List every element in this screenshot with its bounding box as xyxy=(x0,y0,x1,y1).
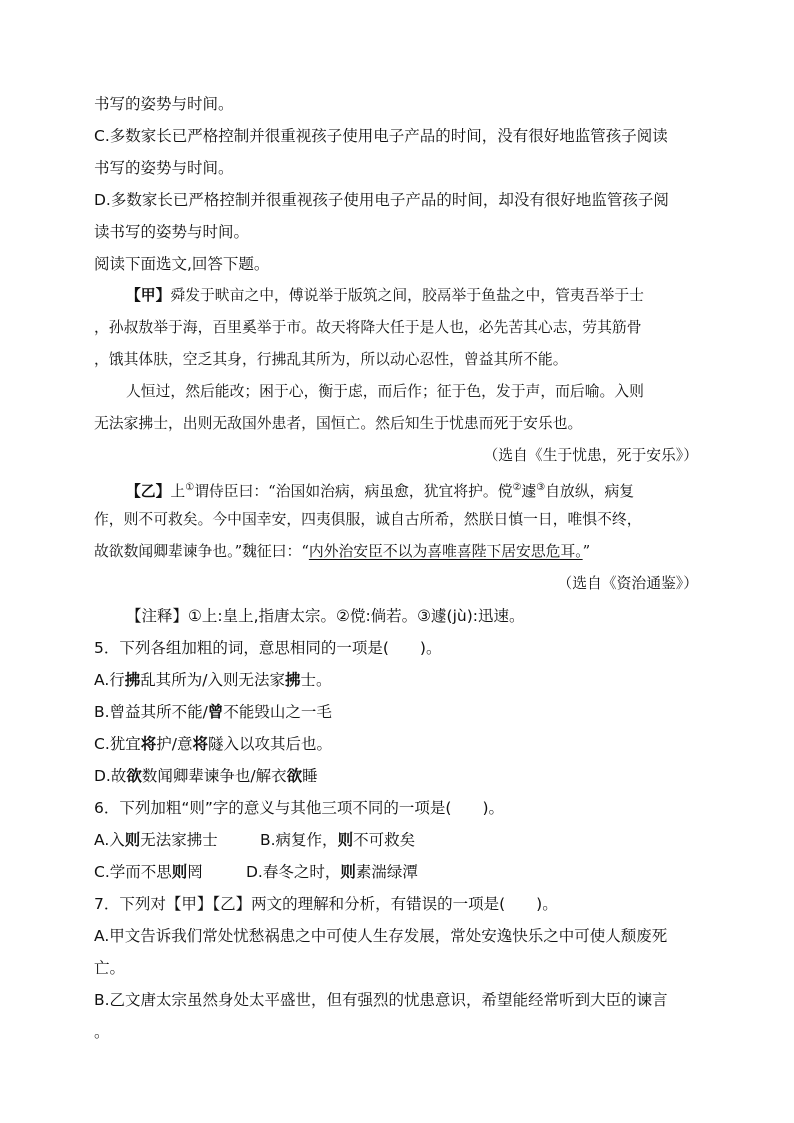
q5-a-bold-2: 拂 xyxy=(285,671,301,689)
q6-b-pre: B.病复作， xyxy=(260,831,338,849)
passage-yi-text-1a: 上 xyxy=(170,482,186,500)
q6-d-pre: D.春冬之时， xyxy=(246,863,341,881)
passage-jia-line-5: 无法家拂士，出则无敌国外患者，国恒亡。然后知生于忧患而死于安乐也。 xyxy=(94,415,583,432)
q5-c-bold-1: 将 xyxy=(140,735,157,753)
q5-d-bold-1: 欲 xyxy=(126,767,142,785)
reading-instruction: 阅读下面选文,回答下题。 xyxy=(94,255,270,273)
option-c-line-1: C.多数家长已严格控制并很重视孩子使用电子产品的时间，没有很好地监管孩子阅读 xyxy=(94,127,668,145)
passage-jia-line-1 xyxy=(126,285,738,307)
q5-d-post: 睡 xyxy=(302,767,318,785)
q5-c-post: 隧入以攻其后也。 xyxy=(208,735,333,753)
passage-yi-tag: 【乙】 xyxy=(126,482,171,500)
q6-a-bold: 则 xyxy=(124,831,141,849)
question-6-stem: 6．下列加粗“则”字的意义与其他三项不同的一项是( )。 xyxy=(94,799,505,817)
q5-d-mid: 数闻卿辈谏争也/解衣 xyxy=(141,767,287,785)
passage-jia-line-2: ，孙叔敖举于海，百里奚举于市。故天将降大任于是人也，必先苦其心志，劳其筋骨 xyxy=(94,319,642,336)
q6-c-post: 罔 xyxy=(187,863,203,881)
passage-jia-line-4: 人恒过，然后能改；困于心，衡于虑，而后作；征于色，发于声，而后喻。入则 xyxy=(126,383,644,400)
q5-a-pre: A.行 xyxy=(94,671,125,689)
option-c-line-2: 书写的姿势与时间。 xyxy=(94,159,234,177)
question-6-options-cd xyxy=(94,861,706,883)
question-5-option-c xyxy=(94,733,706,755)
q6-a-pre: A.入 xyxy=(94,831,125,849)
q5-b-mid: 益其所不能/ xyxy=(125,703,208,721)
question-7-stem: 7．下列对【甲】【乙】两文的理解和分析，有错误的一项是( )。 xyxy=(94,895,558,913)
question-7-option-a-line-1: A.甲文告诉我们常处忧愁祸患之中可使人生存发展，常处安逸快乐之中可使人颓废死 xyxy=(94,927,668,945)
q5-b-bold-1: B.曾 xyxy=(94,703,126,721)
q6-a-post: 无法家拂士 xyxy=(140,831,218,849)
question-7-option-b-line-2: 。 xyxy=(94,1023,110,1041)
q5-d-bold-2: 欲 xyxy=(286,767,303,785)
question-7-option-b-line-1: B.乙文唐太宗虽然身处太平盛世，但有强烈的忧患意识，希望能经常听到大臣的谏言 xyxy=(94,991,668,1009)
passage-yi-line-2: 作，则不可救矣。今中国幸安，四夷俱服，诚自古所希，然朕日慎一日，唯惧不终， xyxy=(94,511,642,528)
passage-yi-line-3 xyxy=(94,541,706,563)
passage-yi-text-3a: 故欲数闻卿辈谏争也。”魏征曰：“ xyxy=(94,543,309,560)
q6-c-bold: 则 xyxy=(171,863,188,881)
q6-b-post: 不可救矣 xyxy=(353,831,416,849)
passage-jia-line-3: ，饿其体肤，空乏其身，行拂乱其所为，所以动心忍性，曾益其所不能。 xyxy=(94,351,568,368)
passage-yi-text-1d: 自放纵，病复 xyxy=(545,482,635,500)
q5-a-mid: 乱其所为/入则无法家 xyxy=(140,671,286,689)
q5-b-post: 不能毁山之一毛 xyxy=(223,703,332,721)
question-7-option-a-line-2: 亡。 xyxy=(94,959,126,977)
note-marker-3: ③ xyxy=(536,482,546,493)
q5-a-bold-1: 拂 xyxy=(124,671,141,689)
q6-b-bold: 则 xyxy=(337,831,354,849)
question-5-stem: 5．下列各组加粗的词，意思相同的一项是( )。 xyxy=(94,639,442,657)
option-b-continuation: 书写的姿势与时间。 xyxy=(94,95,234,113)
q5-c-mid: 护/意 xyxy=(156,735,193,753)
q6-d-post: 素湍绿潭 xyxy=(355,863,418,881)
q6-d-bold: 则 xyxy=(340,863,356,881)
passage-jia-tag: 【甲】 xyxy=(126,287,171,304)
q5-c-bold-2: 将 xyxy=(192,735,209,753)
question-5-option-d xyxy=(94,765,706,787)
passage-yi-source: （选自《资治通鉴》） xyxy=(557,575,698,592)
q5-b-bold-2: 曾 xyxy=(207,703,224,721)
annotation-notes: 【注释】①上:皇上,指唐太宗。②傥:倘若。③遽(jù):迅速。 xyxy=(126,607,525,625)
passage-jia-text-1: 舜发于畎亩之中，傅说举于版筑之间，胶鬲举于鱼盐之中，管夷吾举于士 xyxy=(170,287,644,304)
question-5-option-a xyxy=(94,669,706,691)
q5-c-pre: C.犹宜 xyxy=(94,735,141,753)
option-d-line-2: 读书写的姿势与时间。 xyxy=(94,223,250,241)
question-6-options-ab xyxy=(94,829,706,851)
note-marker-1: ① xyxy=(185,482,195,493)
q6-option-a xyxy=(94,829,260,851)
underlined-sentence: 内外治安臣不以为喜唯喜陛下居安思危耳。 xyxy=(308,543,583,560)
passage-yi-text-3b: ” xyxy=(582,543,591,560)
passage-yi-line-1 xyxy=(126,477,738,503)
q5-a-post: 士。 xyxy=(300,671,332,689)
q6-c-pre: C.学而不思 xyxy=(94,863,172,881)
passage-yi-text-1c: 遽 xyxy=(521,482,537,500)
q6-option-d xyxy=(246,861,418,883)
q6-option-b xyxy=(260,829,415,851)
q5-d-pre: D.故 xyxy=(94,767,127,785)
option-d-line-1: D.多数家长已严格控制并很重视孩子使用电子产品的时间，却没有很好地监管孩子阅 xyxy=(94,191,669,209)
passage-yi-text-1b: 谓侍臣曰：“治国如治病，病虽愈，犹宜将护。傥 xyxy=(194,482,513,500)
passage-jia-source: （选自《生于忧患，死于安乐》） xyxy=(483,447,698,464)
note-marker-2: ② xyxy=(512,482,522,493)
question-5-option-b xyxy=(94,701,706,723)
q6-option-c xyxy=(94,861,246,883)
